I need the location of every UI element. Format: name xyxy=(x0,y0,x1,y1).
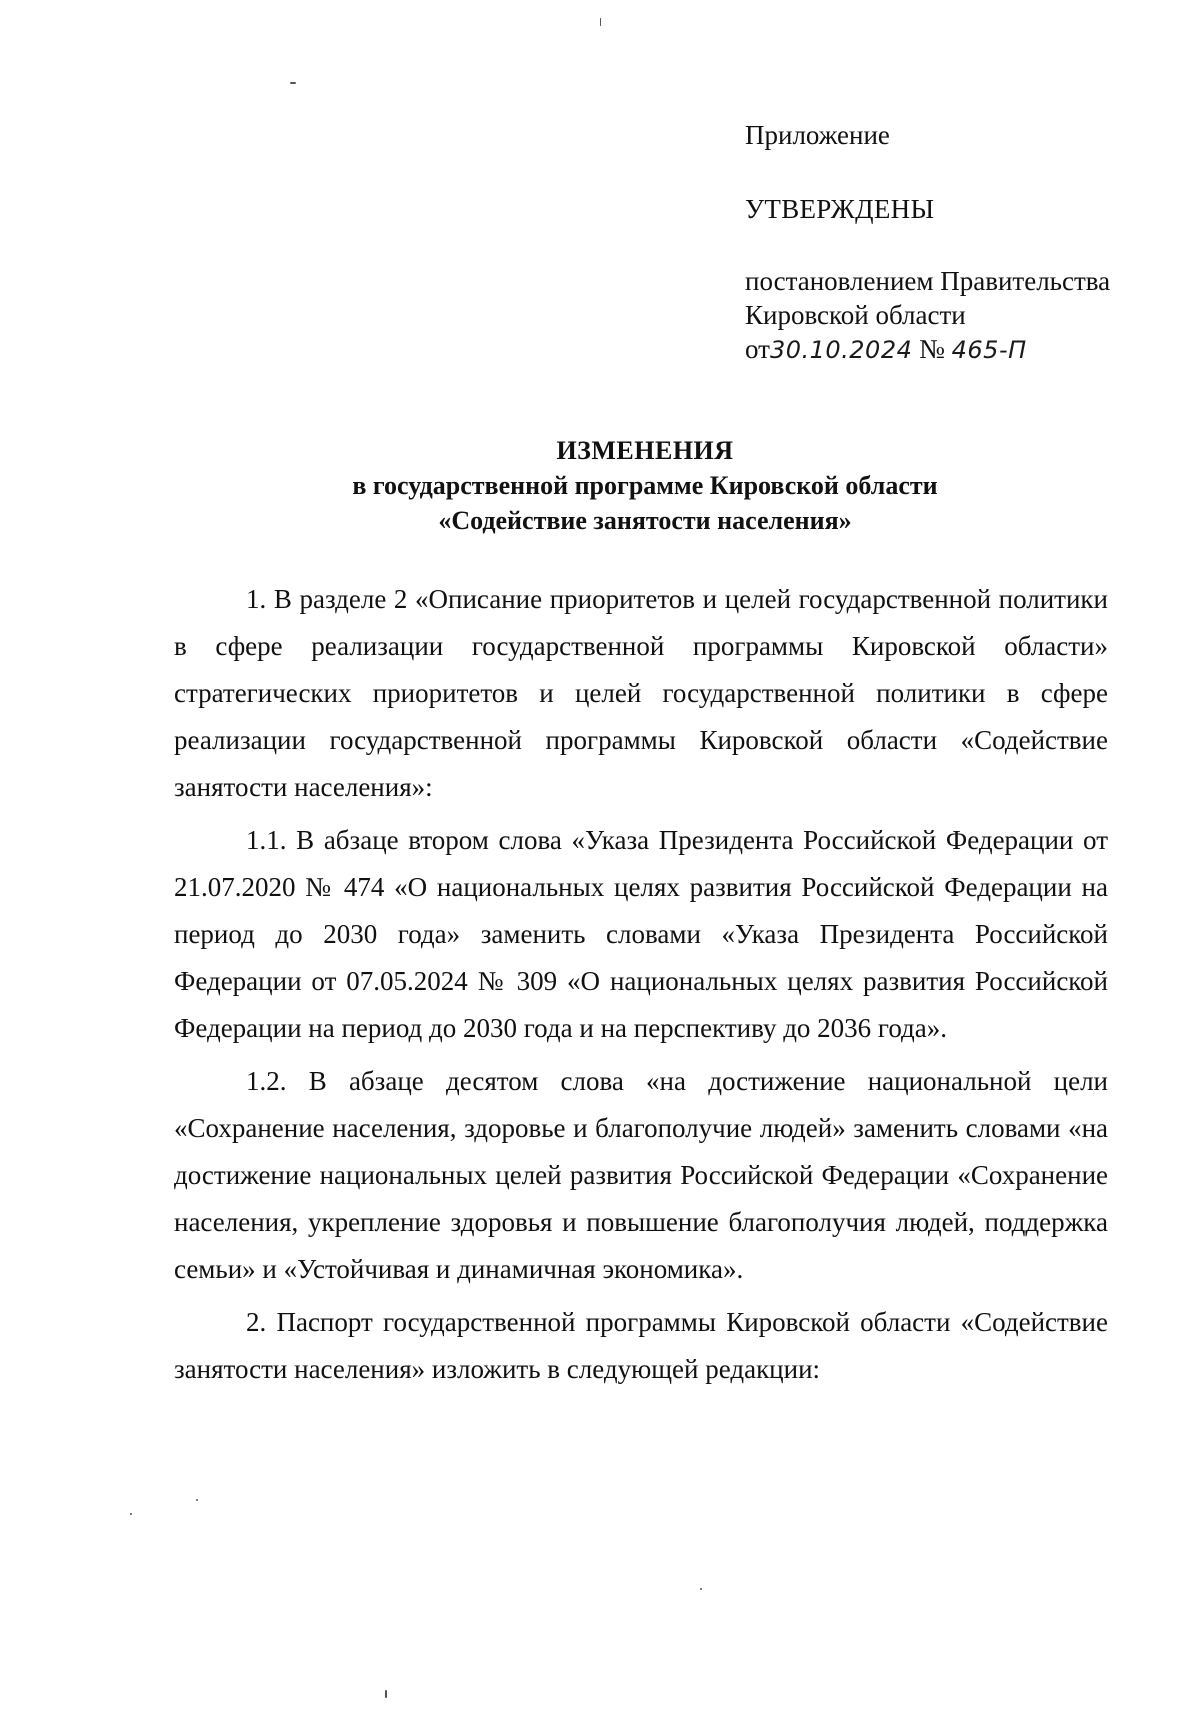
decree-line-1: постановлением Правительства xyxy=(745,266,1111,296)
title-line-3: «Содействие занятости населения» xyxy=(438,506,852,535)
paragraph-2: 2. Паспорт государственной программы Кировской области «Содействие занятости населения» изложить в следующей редакции: xyxy=(174,1307,1108,1384)
number-prefix: № xyxy=(919,334,945,364)
decree-line-2: Кировской области xyxy=(745,300,966,330)
handwritten-number: 465-П xyxy=(951,336,1027,364)
approval-block xyxy=(745,118,1165,367)
paragraph-1-2: 1.2. В абзаце десятом слова «на достижение национальной цели «Сохранение населения, здоровье и благополучие людей» заменить словами «на достижение национальных целей развития Российской Федерации «Сохранение населения, укрепление здоровья и повышение благополучия людей, поддержка семьи» и «Устойчивая и динамичная экономика». xyxy=(174,1066,1108,1284)
scan-speck xyxy=(196,1499,198,1501)
paragraph-1-1: 1.1. В абзаце втором слова «Указа Президента Российской Федерации от 21.07.2020 № 474 «О национальных целях развития Российской Федерации на период до 2030 года» заменить словами «Указа Президента Российской Федерации от 07.05.2024 № 309 «О национальных целях развития Российской Федерации на период до 2030 года и на перспективу до 2036 года». xyxy=(174,825,1108,1043)
date-prefix: от xyxy=(745,334,770,364)
approved-label: УТВЕРЖДЕНЫ xyxy=(745,194,935,224)
scan-speck xyxy=(600,18,601,26)
document-body xyxy=(174,576,1108,1393)
decree-date-line xyxy=(745,332,1165,367)
title-main: ИЗМЕНЕНИЯ xyxy=(556,436,734,465)
appendix-label: Приложение xyxy=(745,120,890,150)
handwritten-date: 30.10.2024 xyxy=(769,336,913,364)
scan-speck xyxy=(700,1588,702,1590)
scan-speck xyxy=(130,1513,132,1515)
title-line-2: в государственной программе Кировской области xyxy=(352,471,938,500)
paragraph-1: 1. В разделе 2 «Описание приоритетов и целей государственной политики в сфере реализации государственной программы Кировской области» стратегических приоритетов и целей государственной политики в сфере реализации государственной программы Кировской области «Содействие занятости населения»: xyxy=(174,584,1108,802)
document-title xyxy=(0,433,1200,538)
scan-speck xyxy=(385,1690,387,1698)
scan-speck xyxy=(290,82,296,84)
